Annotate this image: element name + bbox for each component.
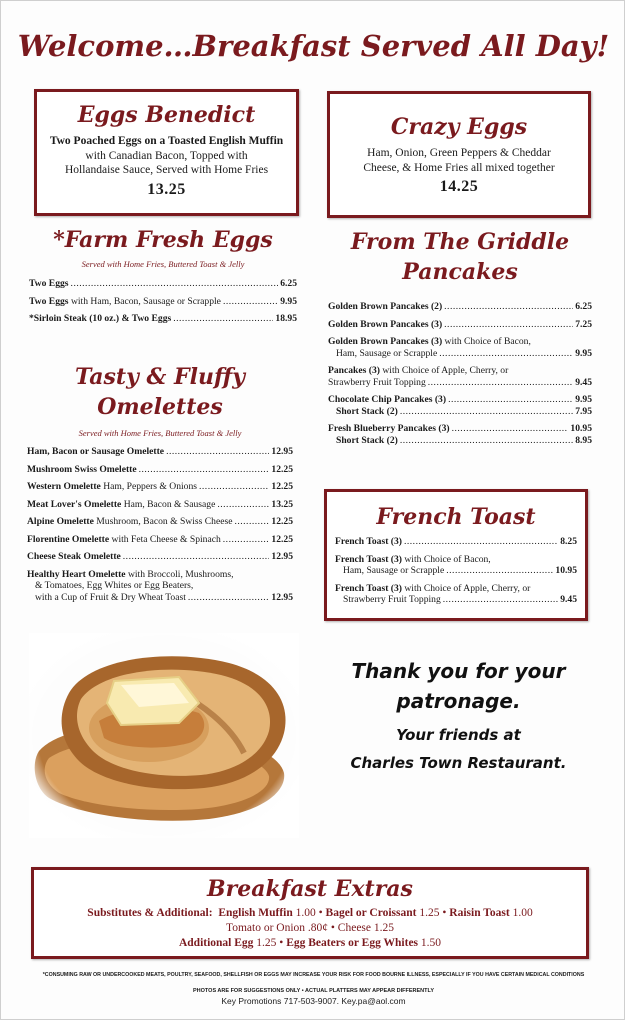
menu-item	[29, 296, 297, 308]
farm-fresh-heading: *Farm Fresh Eggs	[53, 227, 273, 253]
item-detail: with Choice of Bacon,	[442, 336, 531, 347]
extras-item: Bagel or Croissant	[325, 907, 417, 919]
menu-item	[29, 313, 297, 325]
item-price: 12.25	[271, 516, 293, 527]
item-detail: Strawberry Fruit Topping	[328, 376, 426, 388]
item-price: 10.95	[570, 423, 592, 434]
desc-line: Hollandaise Sauce, Served with Home Fries	[64, 164, 269, 176]
item-detail: with a Cup of Fruit & Dry Wheat Toast	[35, 591, 186, 603]
item-name: Healthy Heart Omelette	[27, 568, 126, 580]
french-toast-box	[324, 489, 588, 621]
item-price: 12.25	[271, 463, 293, 475]
item-detail: with Choice of Apple, Cherry, or	[401, 582, 531, 594]
crazy-eggs-price: 14.25	[439, 178, 479, 195]
menu-item	[335, 554, 577, 577]
omelettes-heading-2: Omelettes	[97, 394, 223, 420]
thanks-line-3: Your friends at	[396, 726, 521, 744]
item-price: 6.25	[280, 278, 297, 289]
extras-price: 1.00	[295, 907, 316, 919]
item-name: Golden Brown Pancakes (3)	[328, 318, 443, 330]
item-detail: & Tomatoes, Egg Whites or Egg Beaters,	[35, 580, 194, 591]
griddle-heading-2: Pancakes	[402, 259, 518, 285]
eggs-benedict-description	[37, 134, 296, 178]
crazy-eggs-box	[327, 91, 591, 218]
item-detail: with Ham, Bacon, Sausage or Scrapple	[68, 295, 221, 307]
menu-item	[335, 583, 577, 606]
menu-item	[27, 551, 293, 563]
item-detail: with Broccoli, Mushrooms,	[125, 568, 234, 580]
thanks-line-4: Charles Town Restaurant.	[350, 754, 567, 772]
item-price: 13.25	[271, 498, 293, 510]
omelettes-section	[27, 362, 293, 609]
item-price: 10.95	[555, 565, 577, 576]
item-name: Cheese Steak Omelette	[27, 551, 121, 562]
menu-item	[328, 319, 592, 331]
item-price: 18.95	[275, 313, 297, 324]
item-price: 9.95	[575, 394, 592, 405]
item-price: 12.95	[271, 446, 293, 457]
item-price: 9.95	[280, 295, 297, 307]
item-name: Meat Lover's Omelette	[27, 498, 122, 510]
desc-line: Two Poached Eggs on a Toasted English Muffin	[49, 135, 284, 147]
griddle-section	[328, 227, 592, 452]
french-toast-photo	[29, 633, 299, 838]
item-name: French Toast (3)	[335, 536, 402, 547]
menu-item	[335, 536, 577, 548]
item-detail: with Feta Cheese & Spinach	[109, 533, 221, 545]
item-detail: with Choice of Bacon,	[401, 553, 491, 565]
item-price: 7.95	[575, 405, 592, 417]
item-price: 9.45	[575, 376, 592, 388]
item-detail: Ham, Bacon & Sausage	[121, 498, 216, 510]
eggs-benedict-box	[34, 89, 299, 216]
item-price: 8.25	[560, 536, 577, 547]
eggs-benedict-heading: Eggs Benedict	[77, 102, 256, 128]
farm-fresh-section	[29, 225, 297, 331]
crazy-eggs-description	[330, 146, 588, 175]
menu-item	[27, 516, 293, 528]
item-name: French Toast (3)	[335, 582, 402, 594]
thanks-line-2: patronage.	[396, 689, 521, 713]
item-price: 12.25	[271, 481, 293, 492]
menu-item	[27, 446, 293, 458]
item-name: *Sirloin Steak (10 oz.) & Two Eggs	[29, 313, 172, 324]
item-price: 9.95	[575, 347, 592, 359]
item-name: Golden Brown Pancakes (3)	[328, 336, 443, 347]
extras-item: English Muffin	[218, 907, 293, 919]
item-name: Alpine Omelette	[27, 516, 94, 527]
menu-item	[328, 423, 592, 446]
extras-label: Substitutes & Additional:	[87, 907, 213, 919]
item-detail: Ham, Peppers & Onions	[100, 481, 197, 492]
item-price: 6.25	[575, 301, 592, 312]
menu-item	[328, 394, 592, 417]
item-name: Ham, Bacon or Sausage Omelette	[27, 446, 165, 457]
farm-fresh-note: Served with Home Fries, Buttered Toast & Jelly	[81, 259, 245, 269]
food-safety-warning: *CONSUMING RAW OR UNDERCOOKED MEATS, POULTRY, SEAFOOD, SHELLFISH OR EGGS MAY INCREASE YOUR RISK FOR FOOD BOURNE ILLNESS, ESPECIALLY IF YOU HAVE CERTAIN MEDICAL CONDITIONS	[42, 972, 585, 978]
item-name: Short Stack (2)	[336, 434, 398, 446]
extras-price: 1.25	[419, 907, 440, 919]
item-name: Two Eggs	[29, 295, 69, 307]
item-name: Western Omelette	[27, 481, 101, 492]
eggs-benedict-price: 13.25	[147, 180, 186, 198]
item-detail: with Choice of Apple, Cherry, or	[379, 365, 509, 376]
item-name: Fresh Blueberry Pancakes (3)	[328, 423, 450, 434]
desc-line: Cheese, & Home Fries all mixed together	[363, 161, 555, 174]
crazy-eggs-heading: Crazy Eggs	[390, 114, 528, 140]
french-toast-heading: French Toast	[376, 504, 536, 530]
item-price: 12.25	[271, 533, 293, 545]
menu-item	[27, 534, 293, 546]
photos-disclaimer: PHOTOS ARE FOR SUGGESTIONS ONLY • ACTUAL PLATTERS MAY APPEAR DIFFERENTLY	[192, 988, 434, 994]
breakfast-extras-box	[31, 867, 589, 959]
extras-line-3: Additional Egg 1.25 • Egg Beaters or Egg Whites 1.50	[178, 937, 442, 949]
menu-item	[27, 569, 293, 604]
item-name: Two Eggs	[29, 278, 69, 289]
item-name: Short Stack (2)	[336, 405, 398, 417]
menu-item	[27, 464, 293, 476]
promo-contact: Key Promotions 717-503-9007. Key.pa@aol.com	[221, 996, 406, 1006]
extras-price: 1.25	[256, 937, 277, 949]
menu-item	[29, 278, 297, 290]
extras-price: 1.50	[420, 937, 442, 949]
extras-item: Egg Beaters or Egg Whites	[286, 937, 419, 949]
item-detail: Mushroom, Bacon & Swiss Cheese	[93, 516, 233, 527]
item-detail: Ham, Sausage or Scrapple	[343, 565, 445, 576]
item-name: Mushroom Swiss Omelette	[27, 463, 137, 475]
desc-line: with Canadian Bacon, Topped with	[85, 149, 248, 162]
griddle-heading-1: From The Griddle	[350, 229, 570, 255]
item-price: 7.25	[575, 318, 592, 330]
menu-item	[328, 301, 592, 313]
extras-item: Additional Egg	[178, 937, 254, 949]
omelettes-heading-1: Tasty & Fluffy	[75, 364, 245, 390]
desc-line: Ham, Onion, Green Peppers & Cheddar	[367, 147, 551, 159]
extras-price: 1.00	[512, 907, 533, 919]
menu-item	[27, 481, 293, 493]
item-name: Florentine Omelette	[27, 533, 110, 545]
item-name: French Toast (3)	[335, 553, 402, 565]
thanks-line-1: Thank you for your	[351, 659, 566, 683]
menu-item	[328, 336, 592, 359]
item-name: Pancakes (3)	[328, 365, 380, 376]
item-name: Golden Brown Pancakes (2)	[328, 301, 443, 312]
menu-item	[328, 365, 592, 388]
item-detail: Ham, Sausage or Scrapple	[336, 347, 438, 359]
extras-line-1: Substitutes & Additional: English Muffin 1.00 • Bagel or Croissant 1.25 • Raisin Toast 1.00	[87, 907, 533, 919]
item-name: Chocolate Chip Pancakes (3)	[328, 394, 447, 405]
extras-line-2: Tomato or Onion .80¢ • Cheese 1.25	[225, 922, 395, 934]
item-detail: Strawberry Fruit Topping	[343, 594, 441, 605]
page-title: Welcome…Breakfast Served All Day!	[17, 29, 610, 63]
item-price: 9.45	[560, 594, 577, 605]
thank-you-block	[331, 656, 586, 776]
item-price: 8.95	[575, 434, 592, 446]
extras-heading: Breakfast Extras	[207, 876, 413, 902]
item-price: 12.95	[271, 551, 293, 562]
extras-item: Raisin Toast	[449, 907, 510, 919]
omelettes-note: Served with Home Fries, Buttered Toast & Jelly	[78, 428, 242, 438]
item-price: 12.95	[271, 591, 293, 603]
menu-item	[27, 499, 293, 511]
